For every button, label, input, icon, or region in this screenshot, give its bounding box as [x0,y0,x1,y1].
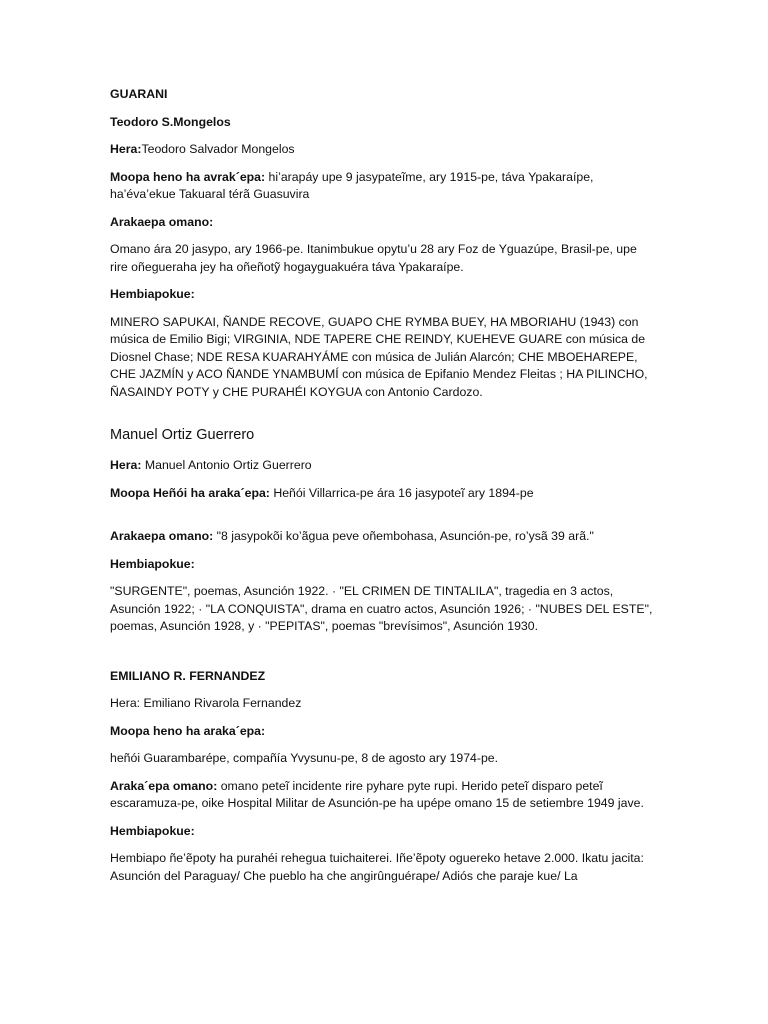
works-text: Hembiapo ñe’ẽpoty ha purahéi rehegua tuichaiterei. Iñe’ẽpoty oguereko hetave 2.000. Ikatu jacita: Asunción del Paraguay/ Che pueblo ha che angirûnguérape/ Adiós che paraje kue/ La [110,851,644,883]
full-name-line [110,141,655,159]
works-label: Hembiapokue: [110,287,195,301]
death-text: Omano ára 20 jasypo, ary 1966-pe. Itanimbukue opytu’u 28 ary Foz de Yguazúpe, Brasil-pe, upe rire oñegueraha jey ha oñeñotỹ hogayguakuéra táva Ypakaraípe. [110,242,637,274]
works-label: Hembiapokue: [110,556,195,571]
full-name-line: Hera: Emiliano Rivarola Fernandez [110,696,302,710]
works-text: MINERO SAPUKAI, ÑANDE RECOVE, GUAPO CHE RYMBA BUEY, HA MBORIAHU (1943) con música de Emilio Bigi; VIRGINIA, NDE TAPERE CHE REINDY, KUEHEVE GUARE con música de Diosnel Chase; NDE RESA KUARAHYÁME con música de Julián Alarcón; CHE MBOEHAREPE, CHE JAZMÍN y ACO ÑANDE YNAMBUMÍ con música de Epifanio Mendez Fleitas ; HA PILINCHO, ÑASAINDY POTY y CHE PURAHÉI KOYGUA con Antonio Cardozo. [110,314,648,399]
section-heading-ortiz-guerrero: Manuel Ortiz Guerrero [110,427,255,443]
name-label: Hera: [110,458,142,472]
birth-text: heñói Guarambarépe, compañía Yvysunu-pe, 8 de agosto ary 1974-pe. [110,751,499,765]
birth-value: hi’arapáy upe 9 jasypateĩme, ary 1915-pe, táva Ypakaraípe, ha’éva’ekue Takuaral térã Guasuvira [110,169,594,201]
name-value: Manuel Antonio Ortiz Guerrero [141,458,312,472]
death-label: Arakaepa omano: [110,214,214,229]
birth-value: Heñói Villarrica-pe ára 16 jasypoteĩ ary 1894-pe [269,485,534,500]
full-name-line [110,457,655,475]
birth-label: Moopa Heñói ha araka´epa: [110,485,270,500]
birth-label: Moopa heno ha avrak´epa: [110,169,266,184]
section-title-guarani: GUARANI [110,87,168,101]
death-label: Araka´epa omano: [110,778,218,793]
birth-line [110,485,655,503]
death-line [110,528,655,546]
section-title-fernandez: EMILIANO R. FERNANDEZ [110,668,266,683]
death-value: omano peteĩ incidente rire pyhare pyte rupi. Herido peteĩ disparo peteĩ escaramuza-pe, oike Hospital Militar de Asunción-pe ha upépe omano 15 de setiembre 1949 jave. [110,778,644,810]
birth-label: Moopa heno ha araka´epa: [110,723,266,738]
document-page [110,80,655,930]
death-label: Arakaepa omano: [110,529,214,543]
works-text: "SURGENTE", poemas, Asunción 1922. · "EL CRIMEN DE TINTALILA", tragedia en 3 actos, Asunción 1922; · "LA CONQUISTA", drama en cuatro actos, Asunción 1926; · "NUBES DEL ESTE", poemas, Asunción 1928, y · "PEPITAS", poemas "brevísimos", Asunción 1930. [110,584,653,633]
works-label: Hembiapokue: [110,823,195,838]
name-label: Hera: [110,142,142,156]
birth-line [110,169,655,204]
death-value: "8 jasypokõi ko’ãgua peve oñembohasa, Asunción-pe, ro’ysã 39 arã." [213,529,594,543]
author-name: Teodoro S.Mongelos [110,114,231,129]
death-line [110,778,655,813]
name-value: Teodoro Salvador Mongelos [141,142,295,156]
